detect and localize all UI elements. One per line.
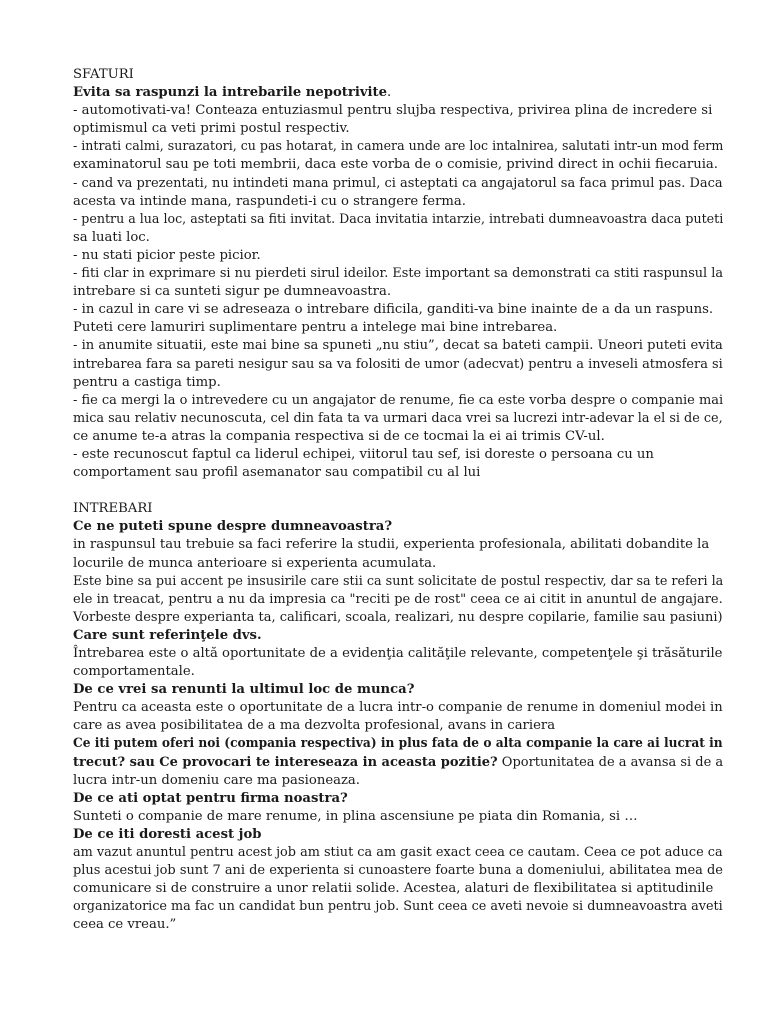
text-line: - cand va prezentati, nu intindeti mana primul, ci asteptati ca angajatorul sa faca primul pas. Daca: [73, 175, 723, 191]
document-page: [73, 66, 723, 935]
answer-line: lucra intr-un domeniu care ma pasioneaza.: [73, 772, 360, 788]
answer-line: ceea ce vreau.”: [73, 917, 177, 933]
text-line: - este recunoscut faptul ca liderul echipei, viitorul tau sef, isi doreste o persoana cu un: [73, 446, 654, 462]
answer-line: Vorbeste despre experianta ta, calificari, scoala, realizari, nu despre copilarie, familie sau pasiuni): [73, 609, 723, 625]
sfaturi-title-bold: Evita sa raspunzi la intrebarile nepotrivite: [73, 85, 388, 101]
text-line: - in anumite situatii, este mai bine sa spuneti „nu stiu”, decat sa bateti campii. Uneori puteti evita: [73, 338, 723, 354]
text-line: ce anume te-a atras la compania respectiva si de ce tocmai la ei ai trimis CV-ul.: [73, 428, 605, 444]
question-3: De ce vrei sa renunti la ultimul loc de munca?: [73, 682, 415, 698]
answer-line: Sunteti o companie de mare renume, in plina ascensiune pe piata din Romania, si …: [73, 808, 638, 824]
text-line: - automotivati-va! Conteaza entuziasmul pentru slujba respectiva, privirea plina de incredere si: [73, 103, 713, 119]
text-line: Puteti cere lamuriri suplimentare pentru a intelege mai bine intrebarea.: [73, 320, 558, 336]
answer-line: in raspunsul tau trebuie sa faci referire la studii, experienta profesionala, abilitati dobandite la: [73, 537, 710, 553]
answer-line: comunicare si de construire a unor relatii solide. Acestea, alaturi de flexibilitatea si aptitudinile: [73, 881, 714, 897]
text-line: sa luati loc.: [73, 229, 150, 245]
text-line: - fiti clar in exprimare si nu pierdeti sirul ideilor. Este important sa demonstrati ca stiti raspunsul la: [73, 266, 723, 282]
text-line: pentru a castiga timp.: [73, 374, 221, 390]
text-line: - nu stati picior peste picior.: [73, 247, 261, 263]
text-line: - pentru a lua loc, asteptati sa fiti invitat. Daca invitatia intarzie, intrebati dumneavoastra daca puteti: [73, 211, 724, 227]
text-line: - intrati calmi, surazatori, cu pas hotarat, in camera unde are loc intalnirea, salutati intr-un mod ferm: [73, 139, 724, 155]
text-line: mica sau relativ necunoscuta, cel din fata ta va urmari daca vrei sa lucrezi intr-adevar la el si de ce,: [73, 410, 723, 426]
answer-line: Este bine sa pui accent pe insusirile care stii ca sunt solicitate de postul respectiv, dar sa te referi la: [73, 573, 724, 589]
text-line: intrebarea fara sa pareti nesigur sau sa va folositi de umor (adecvat) pentru a inveseli atmosfera si: [73, 356, 723, 372]
answer-line: am vazut anuntul pentru acest job am stiut ca am gasit exact ceea ce cautam. Ceea ce pot aduce ca: [73, 845, 723, 861]
text-line: - in cazul in care vi se adreseaza o intrebare dificila, ganditi-va bine inainte de a da un raspuns.: [73, 302, 714, 318]
question-4-line-1: Ce iti putem oferi noi (compania respectiva) in plus fata de o alta companie la care ai lucrat in: [73, 736, 723, 752]
question-4-line-2: [73, 754, 724, 772]
text-line: examinatorul sau pe toti membrii, daca este vorba de o comisie, privind direct in ochii fiecaruia.: [73, 157, 718, 173]
answer-4-start: Oportunitatea de a avansa si de a: [497, 754, 724, 770]
answer-line: Întrebarea este o altă oportunitate de a evidenţia calităţile relevante, competenţele şi trăsăturile: [73, 646, 723, 661]
sfaturi-title-tail: .: [387, 85, 392, 101]
question-5: De ce ati optat pentru firma noastra?: [73, 790, 348, 806]
text-line: - fie ca mergi la o intrevedere cu un angajator de renume, fie ca este vorba despre o companie mai: [73, 392, 724, 408]
text-line: comportament sau profil asemanator sau compatibil cu al lui: [73, 465, 481, 481]
answer-line: locurile de munca anterioare si experienta acumulata.: [73, 555, 437, 571]
answer-line: organizatorice ma fac un candidat bun pentru job. Sunt ceea ce aveti nevoie si dumneavoastra aveti: [73, 899, 723, 915]
question-1: Ce ne puteti spune despre dumneavoastra?: [73, 519, 393, 535]
paragraph-gap: [73, 482, 723, 500]
answer-line: care as avea posibilitatea de a ma dezvolta profesional, avans in cariera: [73, 718, 556, 734]
section-heading-intrebari: INTREBARI: [73, 501, 153, 517]
answer-line: ele in treacat, pentru a nu da impresia ca "reciti pe de rost" ceea ce ai citit in anuntul de angajare.: [73, 591, 723, 607]
text-line: intrebare si ca sunteti sigur pe dumneavoastra.: [73, 284, 392, 300]
question-4-bold: trecut? sau Ce provocari te intereseaza in aceasta pozitie?: [73, 754, 498, 770]
text-line: acesta va intinde mana, raspundeti-i cu o strangere ferma.: [73, 193, 466, 209]
answer-line: comportamentale.: [73, 664, 195, 680]
answer-line: Pentru ca aceasta este o oportunitate de a lucra intr-o companie de renume in domeniul modei in: [73, 700, 723, 716]
text-line: optimismul ca veti primi postul respectiv.: [73, 121, 350, 137]
sfaturi-title: [73, 84, 723, 102]
question-6: De ce iti doresti acest job: [73, 826, 262, 842]
section-heading-sfaturi: SFATURI: [73, 67, 134, 82]
answer-line: plus acestui job sunt 7 ani de experienta si cunoastere foarte buna a domeniului, abilitatea mea de: [73, 863, 723, 879]
question-2: Care sunt referinţele dvs.: [73, 627, 262, 643]
